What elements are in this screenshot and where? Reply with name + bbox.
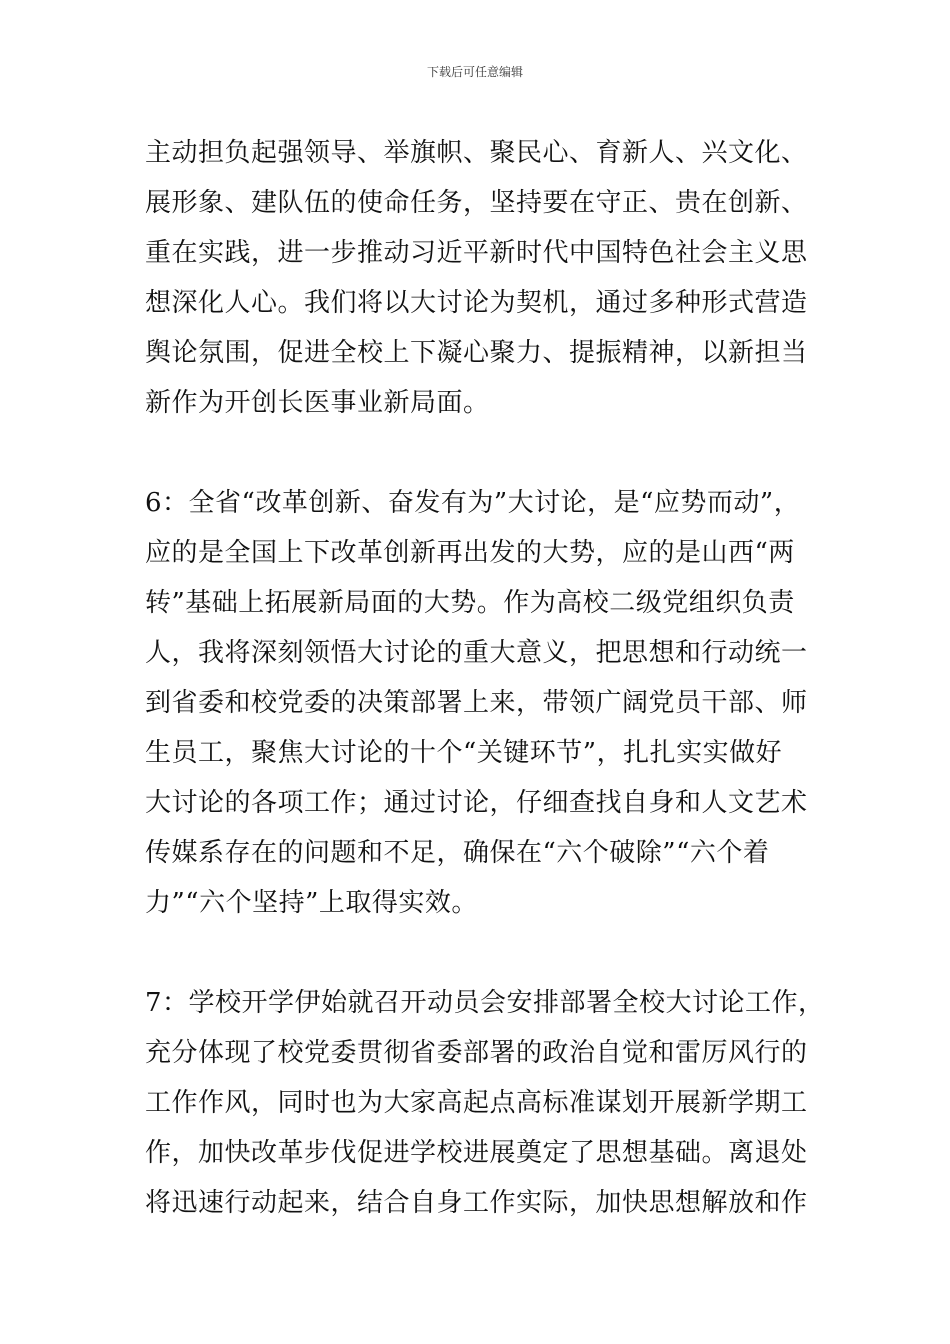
text-line: 转”基础上拓展新局面的大势。作为高校二级党组织负责	[145, 588, 795, 618]
text-line: 充分体现了校党委贯彻省委部署的政治自觉和雷厉风行的	[145, 1038, 808, 1068]
text-line: 到省委和校党委的决策部署上来，带领广阔党员干部、师	[145, 688, 808, 718]
text-line: 人，我将深刻领悟大讨论的重大意义，把思想和行动统一	[145, 638, 808, 668]
text-line: 将迅速行动起来，结合自身工作实际，加快思想解放和作	[145, 1188, 808, 1218]
text-line: 舆论氛围，促进全校上下凝心聚力、提振精神，以新担当	[145, 338, 808, 368]
paragraph-item-7	[145, 978, 825, 1228]
text-line: 6：全省“改革创新、奋发有为”大讨论，是“应势而动”，	[145, 488, 801, 518]
text-line: 应的是全国上下改革创新再出发的大势，应的是山西“两	[145, 538, 795, 568]
text-line: 生员工，聚焦大讨论的十个“关键环节”，扎扎实实做好	[145, 738, 783, 768]
paragraph-item-6	[145, 478, 810, 928]
text-line: 传媒系存在的问题和不足，确保在“六个破除”“六个着	[145, 838, 770, 868]
text-line: 展形象、建队伍的使命任务，坚持要在守正、贵在创新、	[145, 188, 808, 218]
paragraph-spacer	[145, 928, 810, 978]
text-line: 力”“六个坚持”上取得实效。	[145, 888, 478, 918]
text-line: 工作作风，同时也为大家高起点高标准谋划开展新学期工	[145, 1088, 808, 1118]
text-line: 重在实践，进一步推动习近平新时代中国特色社会主义思	[145, 238, 808, 268]
text-line: 想深化人心。我们将以大讨论为契机，通过多种形式营造	[145, 288, 808, 318]
page-header-note: 下载后可任意编辑	[426, 65, 523, 79]
paragraph-continuation	[145, 128, 810, 428]
text-line: 主动担负起强领导、举旗帜、聚民心、育新人、兴文化、	[145, 138, 808, 168]
paragraph-spacer	[145, 428, 810, 478]
text-line: 大讨论的各项工作；通过讨论，仔细查找自身和人文艺术	[145, 788, 808, 818]
text-line: 7：学校开学伊始就召开动员会安排部署全校大讨论工作，	[145, 988, 825, 1018]
text-line: 作，加快改革步伐促进学校进展奠定了思想基础。离退处	[145, 1138, 808, 1168]
text-line: 新作为开创长医事业新局面。	[145, 388, 490, 418]
document-body	[145, 128, 825, 1228]
